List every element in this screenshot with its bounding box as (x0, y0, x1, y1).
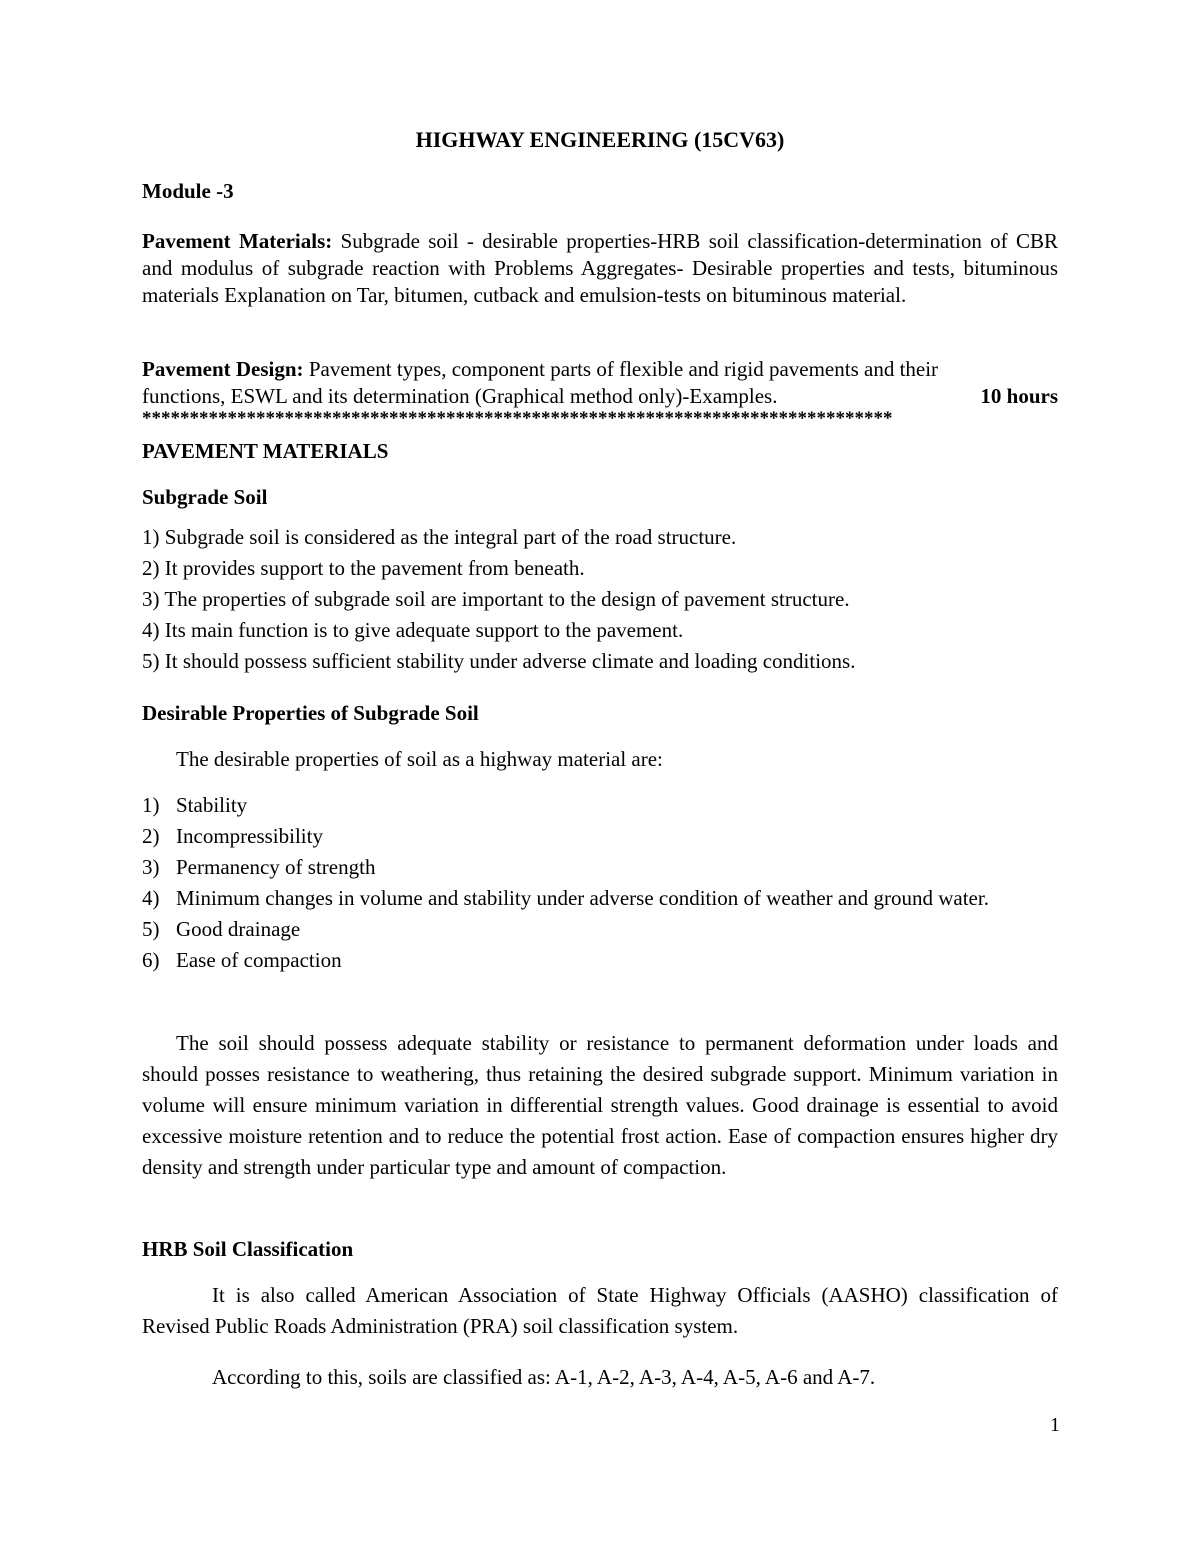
item-text: Permanency of strength (176, 855, 376, 879)
desirable-paragraph: The soil should possess adequate stability or resistance to permanent deformation under loads and should posses resistance to weathering, thus retaining the desired subgrade support. Minimum variation in volume will ensure minimum variation in differential strength values. Good drainage is essential to avoid excessive moisture retention and to reduce the potential frost action. Ease of compaction ensures higher dry density and strength under particular type and amount of compaction. (142, 1031, 1058, 1179)
syllabus-design-text-line1: Pavement types, component parts of flexible and rigid pavements and their (303, 357, 939, 381)
hrb-paragraph-1: It is also called American Association of State Highway Officials (AASHO) classification of Revised Public Roads Administration (PRA) soil classification system. (142, 1283, 1058, 1338)
item-text: Stability (176, 793, 248, 817)
syllabus-materials-paragraph (142, 228, 1058, 309)
item-number: 6) (142, 948, 160, 972)
document-title: HIGHWAY ENGINEERING (15CV63) (415, 127, 785, 152)
list-item: 2) It provides support to the pavement from beneath. (142, 556, 585, 580)
list-item: 1) Subgrade soil is considered as the integral part of the road structure. (142, 525, 737, 549)
syllabus-materials-label: Pavement Materials: (142, 229, 333, 253)
list-item (142, 821, 1058, 852)
item-text: Minimum changes in volume and stability under adverse condition of weather and ground water. (176, 886, 989, 910)
desirable-items-list (142, 790, 1058, 976)
syllabus-design-paragraph (142, 356, 1058, 410)
syllabus-hours: 10 hours (980, 384, 1058, 408)
module-label: Module -3 (142, 179, 234, 203)
item-number: 5) (142, 917, 160, 941)
item-text: Ease of compaction (176, 948, 342, 972)
list-item: 5) It should possess sufficient stability under adverse climate and loading conditions. (142, 649, 856, 673)
subgrade-points-list (142, 522, 1058, 677)
item-number: 1) (142, 793, 160, 817)
list-item (142, 945, 1058, 976)
hrb-paragraph-2: According to this, soils are classified as: A-1, A-2, A-3, A-4, A-5, A-6 and A-7. (212, 1365, 876, 1389)
syllabus-design-text-line2: functions, ESWL and its determination (Graphical method only)-Examples. (142, 384, 778, 408)
subgrade-heading: Subgrade Soil (142, 485, 268, 509)
syllabus-design-line2 (142, 383, 1058, 410)
list-item (142, 852, 1058, 883)
page-number: 1 (1050, 1414, 1060, 1436)
syllabus-design-line1 (142, 356, 1058, 383)
item-number: 3) (142, 855, 160, 879)
desirable-intro: The desirable properties of soil as a highway material are: (176, 747, 663, 771)
item-text: Good drainage (176, 917, 301, 941)
list-item: 4) Its main function is to give adequate support to the pavement. (142, 618, 684, 642)
list-item (142, 790, 1058, 821)
desirable-heading: Desirable Properties of Subgrade Soil (142, 701, 479, 725)
item-number: 2) (142, 824, 160, 848)
hrb-heading: HRB Soil Classification (142, 1237, 354, 1261)
section-title: PAVEMENT MATERIALS (142, 439, 389, 463)
separator-line: ******************************************************************************* (142, 410, 893, 428)
list-item (142, 914, 1058, 945)
item-number: 4) (142, 886, 160, 910)
item-text: Incompressibility (176, 824, 323, 848)
syllabus-materials-text: Subgrade soil - desirable properties-HRB soil classification-determination of CBR and modulus of subgrade reaction with Problems Aggregates- Desirable properties and tests, bituminous materials Explanation on Tar, bitumen, cutback and emulsion-tests on bituminous material. (142, 229, 1058, 307)
list-item: 3) The properties of subgrade soil are important to the design of pavement structure. (142, 587, 850, 611)
list-item (142, 883, 1058, 914)
syllabus-design-label: Pavement Design: (142, 357, 304, 381)
